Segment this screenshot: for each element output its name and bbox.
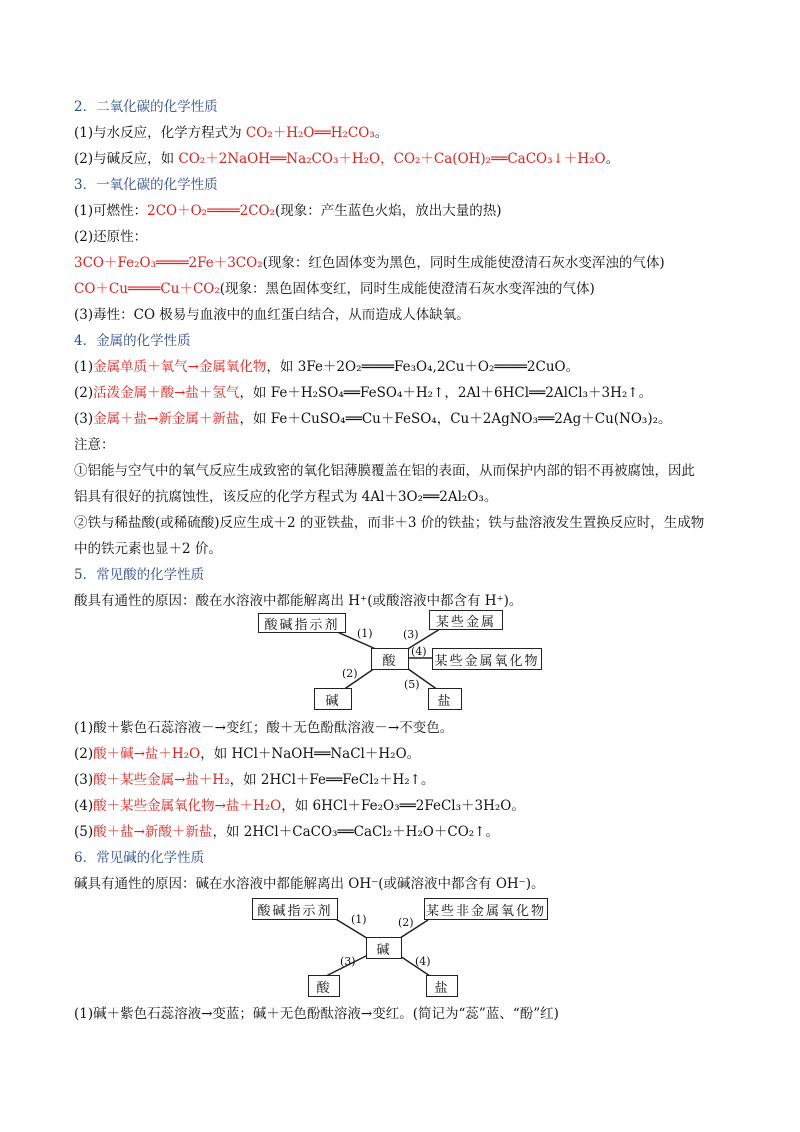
text-line: 3CO＋Fe₂O₃════2Fe＋3CO₂(现象：红色固体变为黑色，同时生成能使澄清石灰水变浑浊的气体) (74, 255, 665, 271)
label-5: (5) (404, 678, 420, 691)
box-base-center: 碱 (366, 937, 402, 959)
label-2: (2) (398, 916, 414, 929)
label-1: (1) (357, 627, 373, 640)
text-line: (2)还原性： (74, 229, 148, 245)
text-line: (1)酸＋紫色石蕊溶液－→变红；酸＋无色酚酞溶液－→不变色。 (74, 720, 454, 736)
box-acid-center: 酸 (371, 648, 409, 670)
text-line: (5)酸＋盐→新酸＋新盐，如 2HCl＋CaCO₃══CaCl₂＋H₂O＋CO₂↑。 (74, 824, 499, 840)
box-acid-base-indicator: 酸碱指示剂 (258, 613, 346, 633)
label-4: (4) (411, 645, 427, 658)
box-salt-2: 盐 (426, 975, 458, 997)
box-base: 碱 (314, 688, 352, 710)
text-line: (1)可燃性：2CO＋O₂════2CO₂(现象：产生蓝色火焰，放出大量的热) (74, 203, 502, 219)
label-1: (1) (351, 913, 367, 926)
box-acid-base-indicator-2: 酸碱指示剂 (252, 898, 338, 920)
text-line: (2)与碱反应，如 CO₂＋2NaOH══Na₂CO₃＋H₂O，CO₂＋Ca(OH)₂══CaCO₃↓＋H₂O。 (74, 151, 620, 167)
label-4: (4) (415, 955, 431, 968)
text-line: 酸具有通性的原因：酸在水溶液中都能解离出 H⁺(或酸溶液中都含有 H⁺)。 (74, 593, 523, 609)
box-salt: 盐 (428, 688, 462, 710)
text-line: (1)与水反应，化学方程式为 CO₂＋H₂O══H₂CO₃。 (74, 125, 389, 141)
section-title-co2: 2．二氧化碳的化学性质 (74, 99, 218, 115)
box-some-metals: 某些金属 (429, 610, 503, 630)
box-metal-oxides: 某些金属氧化物 (432, 648, 542, 670)
section-title-acid: 5．常见酸的化学性质 (74, 567, 205, 583)
text-line: (1)金属单质＋氧气→金属氧化物，如 3Fe＋2O₂════Fe₃O₄,2Cu＋O₂════2CuO。 (74, 359, 580, 375)
section-title-co: 3．一氧化碳的化学性质 (74, 177, 218, 193)
text-line: (1)碱＋紫色石蕊溶液→变蓝；碱＋无色酚酞溶液→变红。(简记为“蕊”蓝、“酚”红) (74, 1006, 559, 1022)
text-line: 注意： (74, 437, 115, 453)
text-line: (2)活泼金属＋酸→盐＋氢气，如 Fe＋H₂SO₄══FeSO₄＋H₂↑，2Al＋6HCl══2AlCl₃＋3H₂↑。 (74, 385, 653, 401)
box-acid: 酸 (308, 975, 340, 997)
section-title-base: 6．常见碱的化学性质 (74, 850, 205, 866)
text-line: (3)金属＋盐→新金属＋新盐，如 Fe＋CuSO₄══Cu＋FeSO₄，Cu＋2AgNO₃══2Ag＋Cu(NO₃)₂。 (74, 411, 672, 427)
text-line: 碱具有通性的原因：碱在水溶液中都能解离出 OH⁻(或碱溶液中都含有 OH⁻)。 (74, 876, 545, 892)
text-line: (2)酸＋碱→盐＋H₂O，如 HCl＋NaOH══NaCl＋H₂O。 (74, 746, 421, 762)
label-3: (3) (403, 628, 419, 641)
label-2: (2) (342, 667, 358, 680)
text-line: CO＋Cu════Cu＋CO₂(现象：黑色固体变红，同时生成能使澄清石灰水变浑浊的气体) (74, 281, 595, 297)
text-line: (4)酸＋某些金属氧化物→盐＋H₂O，如 6HCl＋Fe₂O₃══2FeCl₃＋3H₂O。 (74, 798, 525, 814)
box-nonmetal-oxides: 某些非金属氧化物 (424, 898, 548, 920)
text-line: ①铝能与空气中的氧气反应生成致密的氧化铝薄膜覆盖在铝的表面，从而保护内部的铝不再被腐蚀，因此 (74, 463, 695, 479)
text-line: ②铁与稀盐酸(或稀硫酸)反应生成＋2 的亚铁盐，而非＋3 价的铁盐；铁与盐溶液发生置换反应时，生成物 (74, 515, 705, 531)
text-line: 铝具有很好的抗腐蚀性，该反应的化学方程式为 4Al＋3O₂══2Al₂O₃。 (74, 489, 498, 505)
text-line: 中的铁元素也显＋2 价。 (74, 541, 222, 557)
section-title-metal: 4．金属的化学性质 (74, 333, 191, 349)
text-line: (3)酸＋某些金属→盐＋H₂，如 2HCl＋Fe══FeCl₂＋H₂↑。 (74, 772, 435, 788)
label-3: (3) (340, 955, 356, 968)
text-line: (3)毒性：CO 极易与血液中的血红蛋白结合，从而造成人体缺氧。 (74, 307, 470, 323)
